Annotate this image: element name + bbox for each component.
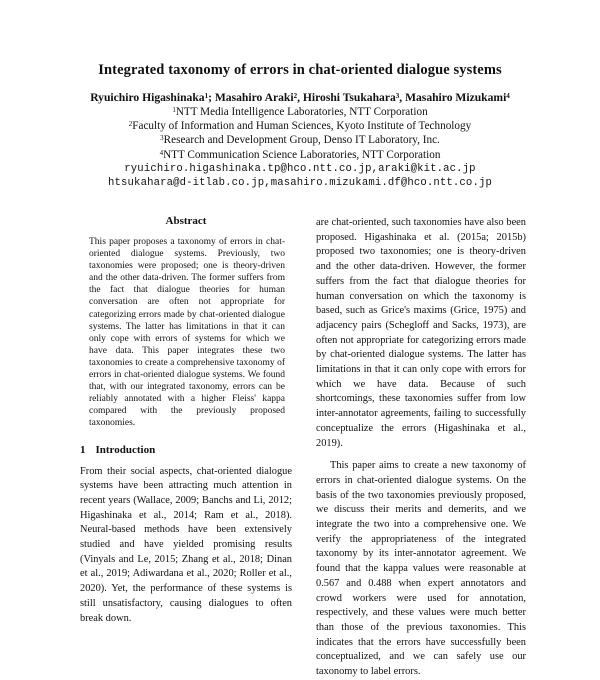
affiliation-text: Research and Development Group, Denso IT Laboratory, Inc. [163, 134, 440, 147]
author-separator: ; [208, 91, 215, 104]
author-affiliation-mark: 4 [506, 92, 510, 100]
author-name: Masahiro Araki [214, 91, 294, 104]
email-line: htsukahara@d-itlab.co.jp,masahiro.mizukami.df@hco.ntt.co.jp [108, 177, 492, 190]
affiliation-text: NTT Communication Science Laboratories, NTT Corporation [163, 148, 441, 161]
right-column [316, 216, 526, 680]
author-separator: , [399, 91, 406, 104]
author-list [0, 91, 600, 105]
abstract-heading: Abstract [165, 215, 207, 227]
author-affiliation-mark: 1 [204, 92, 209, 100]
author-separator: , [297, 91, 303, 104]
affiliation-line [0, 105, 600, 119]
affiliation-line [0, 148, 600, 162]
email-line: ryuichiro.higashinaka.tp@hco.ntt.co.jp,araki@kit.ac.jp [124, 162, 476, 175]
author-name: Ryuichiro Higashinaka [90, 91, 205, 104]
left-column [80, 215, 292, 626]
affiliation-mark: 3 [160, 134, 164, 143]
author-affiliation-mark: 2 [293, 92, 298, 100]
author-name: Hiroshi Tsukahara [302, 91, 396, 104]
intro-paragraph-right-2: This paper aims to create a new taxonomy of errors in chat-oriented dialogue systems. On the basis of the two taxonomies previously proposed, we discuss their merits and demerits, and we integrate the two into a comprehensive one. We verify the appropriateness of the integrated taxonomy by its inter-annotator agreement. We found that the kappa values were reasonable at 0.567 and 0.488 when expert annotators and crowd workers were used for annotation, respectively, and these values were much better than those of the previous taxonomies. This indicates that the errors have successfully been conceptualized, and we can safely use our taxonomy to label errors. [316, 460, 526, 678]
intro-paragraph-left: From their social aspects, chat-oriented dialogue systems have been attracting much attention in recent years (Wallace, 2009; Banchs and Li, 2012; Higashinaka et al., 2014; Ram et al., 2018). Neural-based methods have been extensively studied and have yielded promising results (Vinyals and Le, 2015; Zhang et al., 2018; Dinan et al., 2019; Adiwardana et al., 2020; Roller et al., 2020). Yet, the performance of these systems is still unsatisfactory, causing dialogues to often break down. [80, 465, 292, 624]
affiliation-line [0, 133, 600, 147]
author-name: Masahiro Mizukami [405, 91, 507, 104]
section-title: Introduction [95, 443, 156, 456]
affiliation-line [0, 119, 600, 133]
affiliation-mark: 2 [128, 120, 133, 129]
paper-title: Integrated taxonomy of errors in chat-oriented dialogue systems [98, 62, 502, 78]
author-affiliation-mark: 3 [395, 92, 400, 100]
paper-header [0, 91, 600, 191]
abstract-text: This paper proposes a taxonomy of errors in chat-oriented dialogue systems. Previously, two taxonomies were proposed; one is theory-driven and the other data-driven. The former suffers from the fact that dialogue theories for human conversation are often not appropriate for categorizing errors made by chat-oriented dialogue systems. The latter has limitations in that it can only cope with errors of systems for which we have data. This paper integrates these two taxonomies to create a comprehensive taxonomy of errors in chat-oriented dialogue systems. We found that, with our integrated taxonomy, errors can be reliably annotated with a higher Fleiss' kappa compared with the previously proposed taxonomies. [89, 237, 285, 429]
affiliation-mark: 4 [159, 148, 164, 157]
affiliation-text: Faculty of Information and Human Sciences, Kyoto Institute of Technology [132, 120, 472, 133]
intro-paragraph-right-1: are chat-oriented, such taxonomies have also been proposed. Higashinaka et al. (2015a; 2015b) proposed two taxonomies; one is theory-driven and the other data-driven. However, the former suffers from the fact that dialogue theories for human conversation on which the taxonomy is based, such as Grice's maxims (Grice, 1975) and adjacency pairs (Schegloff and Sacks, 1973), are often not appropriate for categorizing errors made by chat-oriented dialogue systems. The latter has limitations in that it can only cope with errors for which we have data. Because of such shortcomings, these taxonomies suffer from low inter-annotator agreements, failing to successfully conceptualize the errors (Higashinaka et al., 2019). [316, 217, 526, 449]
affiliation-text: NTT Media Intelligence Laboratories, NTT Corporation [175, 106, 428, 118]
section-number: 1 [80, 443, 86, 456]
section-heading-introduction [80, 444, 292, 456]
affiliation-mark: 1 [172, 106, 176, 114]
